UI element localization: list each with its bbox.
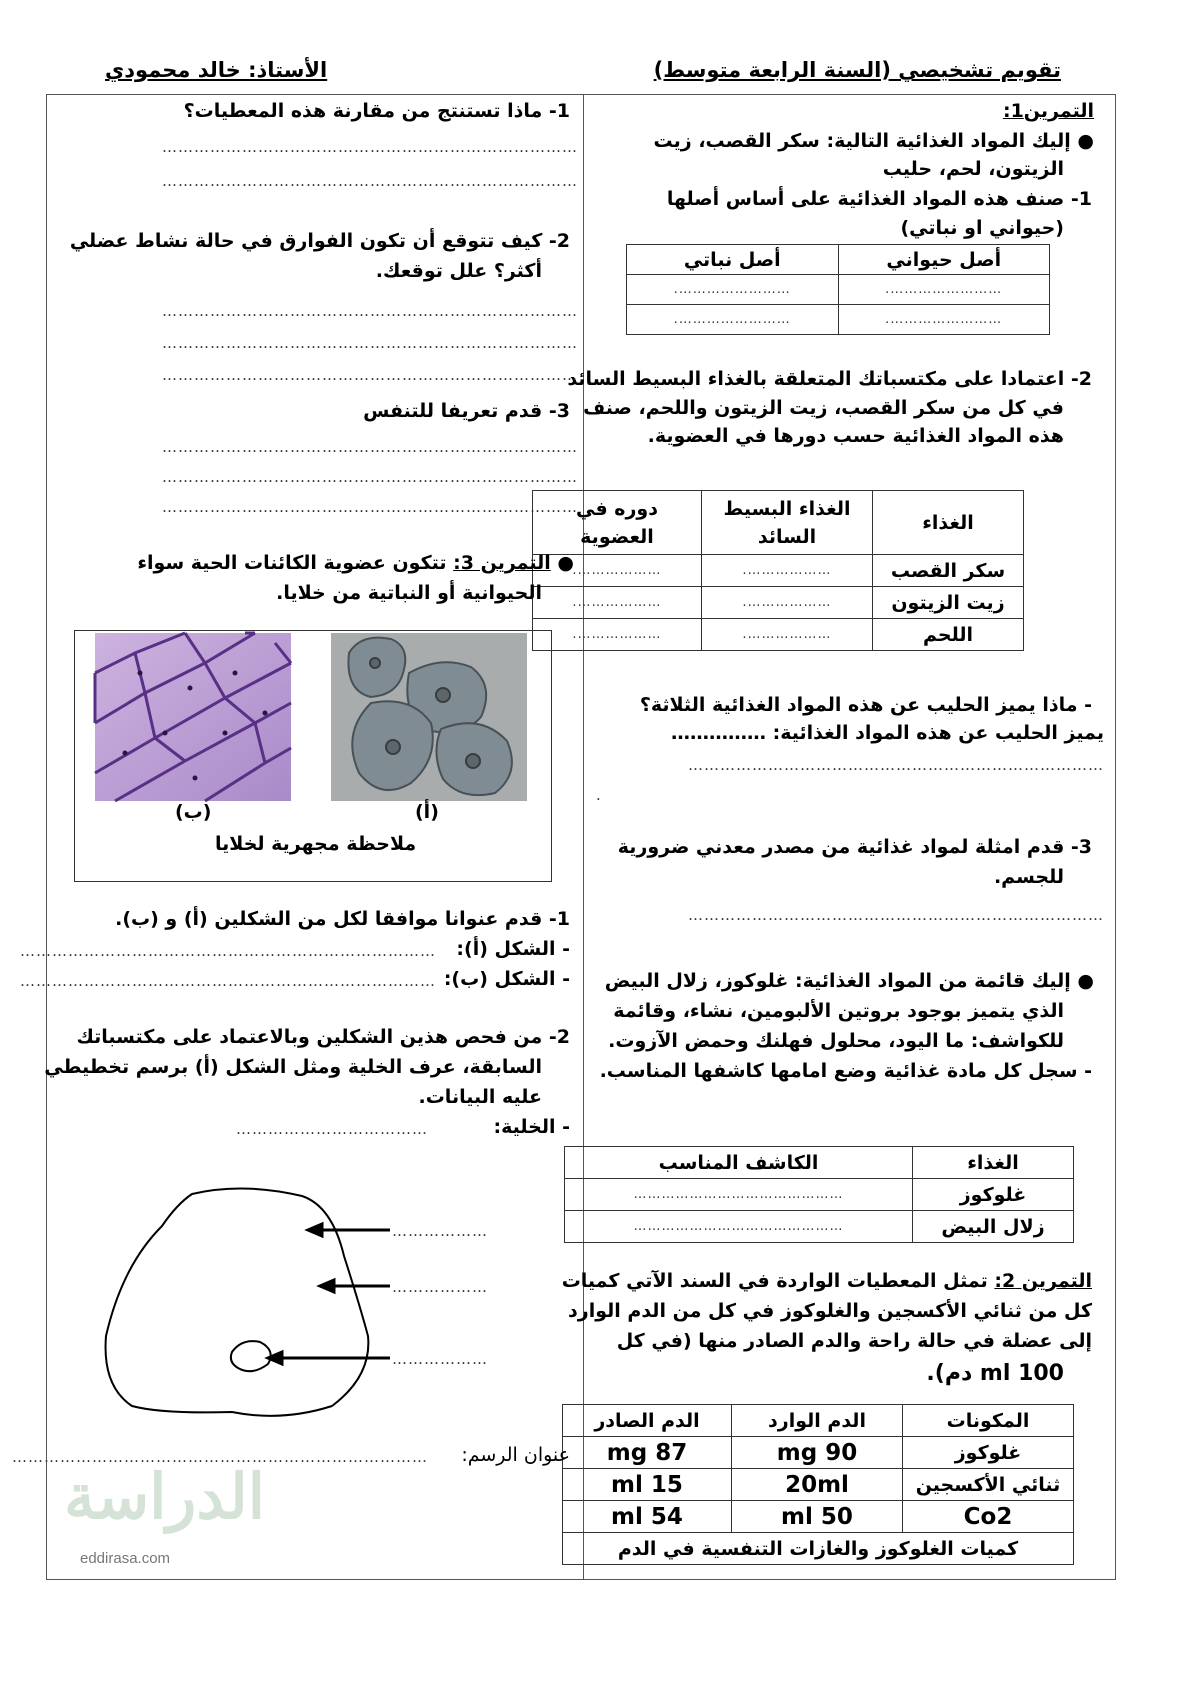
shape-a-label: - الشكل (أ): [456,938,570,960]
answer-line[interactable]: …………………………………………………………………… [12,1448,428,1466]
drawing-title-label: عنوان الرسم: [461,1444,570,1466]
ex3-q2-l3: عليه البيانات. [418,1086,542,1108]
ex1-q3-l2: للجسم. [993,866,1064,888]
header-role-l2: العضوية [580,525,654,548]
header-blood-out: الدم الصادر [563,1405,732,1437]
ex1-q1-l1: 1- صنف هذه المواد الغذائية على أساس أصلها [666,188,1092,210]
food-name: زيت الزيتون [873,587,1024,619]
role-table [532,490,1024,651]
header-food: الغذاء [913,1147,1074,1179]
answer-blank[interactable]: ……………………. [627,275,839,305]
header-reagent: الكاشف المناسب [565,1147,913,1179]
watermark-logo: الدراسة [64,1460,266,1533]
blood-table [562,1404,1074,1565]
ex1-list: ● إليك قائمة من المواد الغذائية: غلوكوز، زلال البيض [604,970,1094,992]
arrow-label-blank[interactable]: ……………… [392,1222,488,1240]
answer-blank[interactable]: ……………………. [838,275,1050,305]
ex2-text-l1: تمثل المعطيات الواردة في السند الآتي كميات [561,1270,988,1292]
ex3-title: التمرين 3: [453,552,551,574]
ex2-text-l2: كل من ثنائي الأكسجين والغلوكوز في كل من الدم الوارد [568,1300,1092,1322]
plant-cells-image [95,633,291,801]
answer-line[interactable]: …………………………………………………………………… [162,438,578,456]
component-name: ثنائي الأكسجين [903,1469,1074,1501]
ex2-text-l4: 100 ml دم). [926,1361,1064,1386]
ex3-q1: 1- قدم عنوانا موافقا لكل من الشكلين (أ) و (ب). [115,908,570,930]
header-food: الغذاء [873,491,1024,555]
answer-blank[interactable]: ………………. [702,587,873,619]
food-name: سكر القصب [873,555,1024,587]
ex2-q1: 1- ماذا تستنتج من مقارنة هذه المعطيات؟ [183,100,570,122]
answer-line[interactable]: …………………………………………………………………… [20,972,436,990]
answer-line[interactable]: …………………………………………………………………… [688,906,1104,924]
reagent-table [564,1146,1074,1243]
answer-blank[interactable]: ……………………………………… [565,1211,913,1243]
header-animal: أصل حيواني [838,245,1050,275]
ex3-q2-l1: 2- من فحص هذين الشكلين وبالاعتماد على مكتسباتك [76,1026,570,1048]
header-simple-l1: الغذاء البسيط [723,497,851,520]
ex2-q2-l1: 2- كيف تتوقع أن تكون الفوارق في حالة نشاط عضلي [69,230,570,252]
value-out: 54 ml [563,1501,732,1533]
answer-blank[interactable]: ………………. [533,619,702,651]
milk-answer: يميز الحليب عن هذه المواد الغذائية: …………… [671,722,1104,744]
page-title: تقويم تشخيصي (السنة الرابعة متوسط) [653,58,1061,82]
ex2-q3: 3- قدم تعريفا للتنفس [363,400,570,422]
ex1-intro-l2: الزيتون، لحم، حليب [882,158,1064,180]
answer-blank[interactable]: ………………. [533,587,702,619]
food-name: غلوكوز [913,1179,1074,1211]
ex2-intro [562,1266,1092,1297]
header-blood-in: الدم الوارد [732,1405,903,1437]
answer-blank[interactable]: ……………………………………… [565,1179,913,1211]
answer-line[interactable]: ……………………………… [236,1120,428,1138]
ex1-q2-l2: في كل من سكر القصب، زيت الزيتون واللحم، صنف [583,397,1064,419]
left-column [12,96,578,1576]
header-simple-l2: السائد [757,525,817,548]
ex1-list-question: - سجل كل مادة غذائية وضع امامها كاشفها المناسب. [599,1060,1092,1082]
answer-line[interactable]: …………………………………………………………………… [20,942,436,960]
animal-cells-image [331,633,527,801]
value-in: 20ml [732,1469,903,1501]
ex3-intro: ● التمرين 3: تتكون عضوية الكائنات الحية سواء [137,552,574,574]
ex2-title: التمرين 2: [994,1270,1092,1292]
origin-table [626,244,1050,335]
ex1-q2-l1: 2- اعتمادا على مكتسباتك المتعلقة بالغذاء البسيط السائد [567,368,1092,390]
milk-question: - ماذا يميز الحليب عن هذه المواد الغذائية الثلاثة؟ [639,694,1092,716]
shape-b-label: - الشكل (ب): [443,968,570,990]
answer-line[interactable]: …………………………………………………………………… [688,756,1104,774]
header-components: المكونات [903,1405,1074,1437]
value-in: 50 ml [732,1501,903,1533]
ex2-q2-l2: أكثر؟ علل توقعك. [375,260,542,282]
food-name: اللحم [873,619,1024,651]
ex1-q2-l3: هذه المواد الغذائية حسب دورها في العضوية. [647,425,1064,447]
answer-line[interactable]: …………………………………………………………………… [162,172,578,190]
cell-nucleus [231,1341,271,1371]
answer-line[interactable]: …………………………………………………………………… [162,302,578,320]
ex1-intro: ● إليك المواد الغذائية التالية: سكر القصب، زيت [653,130,1094,152]
label-a: (أ) [415,801,439,823]
header-plant: أصل نباتي [627,245,839,275]
ex1-title: التمرين1: [1002,100,1094,122]
ex1-intro-l1: إليك المواد الغذائية التالية: سكر القصب، زيت [653,130,1071,152]
ex2-text-l3: إلى عضلة في حالة راحة والدم الصادر منها (في كل [616,1330,1092,1352]
dot-mark: . [596,786,602,804]
ex1-list-l3: للكواشف: ما اليود، محلول فهلنك وحمض الآزوت. [608,1030,1064,1052]
answer-line[interactable]: …………………………………………………………………… [162,498,578,516]
ex3-intro-l1: تتكون عضوية الكائنات الحية سواء [137,552,447,574]
ex1-q1-l2: (حيواني او نباتي) [900,217,1064,239]
header-simple-food [702,491,873,555]
value-out: 87 mg [563,1437,732,1469]
food-name: زلال البيض [913,1211,1074,1243]
ex1-list-l1: إليك قائمة من المواد الغذائية: غلوكوز، زلال البيض [604,970,1071,992]
value-in: 90 mg [732,1437,903,1469]
micrograph-figure [74,630,552,882]
ex3-q2-l2: السابقة، عرف الخلية ومثل الشكل (أ) برسم تخطيطي [44,1056,542,1078]
label-b: (ب) [175,801,212,823]
header-role-l1: دوره في [576,497,658,520]
arrow-label-blank[interactable]: ……………… [392,1278,488,1296]
ex1-list-l2: الذي يتميز بوجود بروتين الألبومين، نشاء، وقائمة [613,1000,1064,1022]
ex3-intro-l2: الحيوانية أو النباتية من خلايا. [276,582,542,604]
component-name: Co2 [903,1501,1074,1533]
teacher-name: الأستاذ: خالد محمودي [105,58,328,82]
answer-line[interactable]: …………………………………………………………………… [162,334,578,352]
table-caption: كميات الغلوكوز والغازات التنفسية في الدم [563,1533,1074,1565]
ex1-q3-l1: 3- قدم امثلة لمواد غذائية من مصدر معدني ضرورية [617,836,1092,858]
cell-membrane [106,1188,369,1415]
component-name: غلوكوز [903,1437,1074,1469]
answer-blank[interactable]: ………………. [533,555,702,587]
answer-line[interactable]: …………………………………………………………………… [162,138,578,156]
value-out: 15 ml [563,1469,732,1501]
answer-line[interactable]: …………………………………………………………………… [162,468,578,486]
cell-label: - الخلية: [493,1116,570,1138]
answer-blank[interactable]: ……………………. [838,305,1050,335]
answer-line[interactable]: …………………………………………………………………… [162,366,578,384]
right-column [561,96,1104,1576]
answer-blank[interactable]: ………………. [702,619,873,651]
answer-blank[interactable]: ………………. [702,555,873,587]
arrow-label-blank[interactable]: ……………… [392,1350,488,1368]
figure-caption: ملاحظة مجهرية لخلايا [215,833,417,855]
answer-blank[interactable]: ……………………. [627,305,839,335]
watermark-url: eddirasa.com [80,1550,171,1567]
column-divider [583,94,584,1580]
